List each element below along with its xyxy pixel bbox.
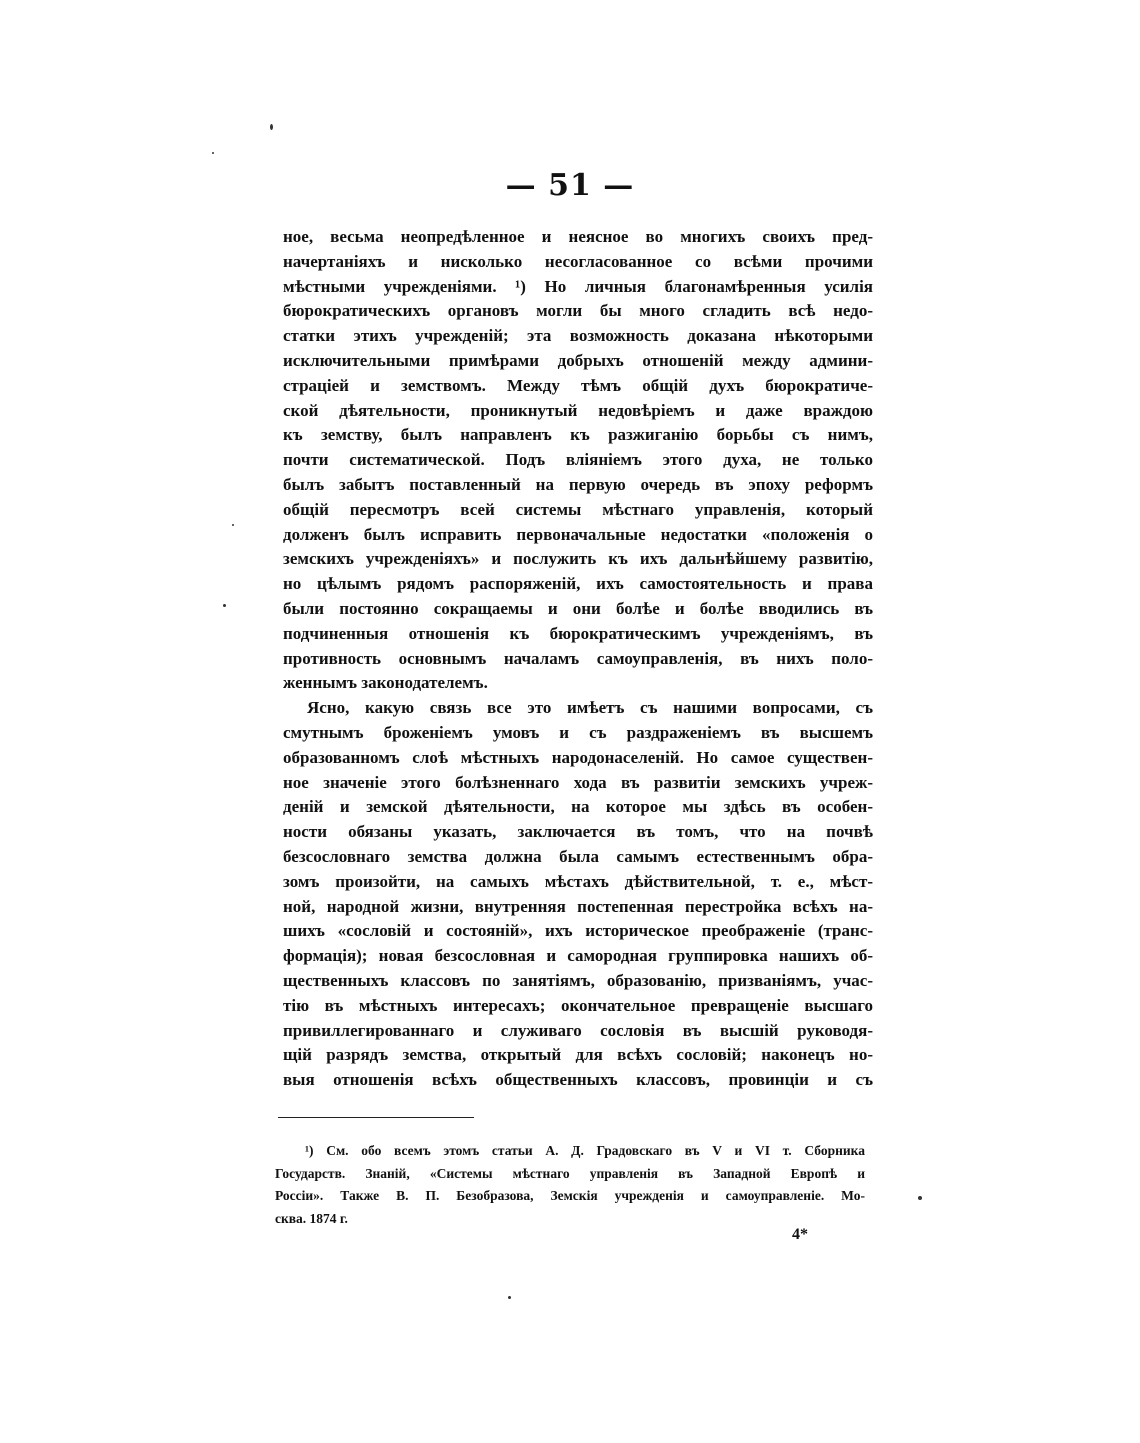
footnote-line: Россіи». Также В. П. Безобразова, Земскія учрежденія и самоуправленіе. Мо- bbox=[275, 1188, 865, 1204]
text-line: смутнымъ броженіемъ умовъ и съ раздраженіемъ въ высшемъ bbox=[283, 722, 873, 742]
scan-speck bbox=[918, 1196, 922, 1200]
text-line: привиллегированнаго и служиваго сословія въ высшій руководя- bbox=[283, 1020, 873, 1040]
text-line: безсословнаго земства должна была самымъ естественнымъ обра- bbox=[283, 846, 873, 866]
text-line: земскихъ учрежденіяхъ» и послужить къ ихъ дальнѣйшему развитію, bbox=[283, 549, 873, 569]
footnote-line: Государств. Знаній, «Системы мѣстнаго управленія въ Западной Европѣ и bbox=[275, 1165, 865, 1181]
text-line: исключительными примѣрами добрыхъ отношеній между админи- bbox=[283, 350, 873, 370]
footnote bbox=[275, 1140, 865, 1230]
text-line: противность основнымъ началамъ самоуправленія, въ нихъ поло- bbox=[283, 648, 873, 668]
text-line: тію въ мѣстныхъ интересахъ; окончательное превращеніе высшаго bbox=[283, 995, 873, 1015]
text-line: щественныхъ классовъ по занятіямъ, образованію, призваніямъ, учас- bbox=[283, 970, 873, 990]
footnote-line: ¹) См. обо всемъ этомъ статьи А. Д. Градовскаго въ V и VI т. Сборника bbox=[305, 1143, 865, 1158]
text-line: образованномъ слоѣ мѣстныхъ народонаселеній. Но самое существен- bbox=[283, 747, 873, 767]
text-line: щій разрядъ земства, открытый для всѣхъ сословій; наконецъ но- bbox=[283, 1045, 873, 1065]
text-line: ной, народной жизни, внутренняя постепенная перестройка всѣхъ на- bbox=[283, 896, 873, 916]
text-line: зомъ произойти, на самыхъ мѣстахъ дѣйствительной, т. е., мѣст- bbox=[283, 871, 873, 891]
text-line: подчиненныя отношенія къ бюрократическимъ учрежденіямъ, въ bbox=[283, 623, 873, 643]
main-text bbox=[283, 225, 873, 1093]
scan-speck bbox=[223, 604, 226, 607]
text-line: женнымъ законодателемъ. bbox=[283, 673, 488, 693]
footnote-line: сква. 1874 г. bbox=[275, 1210, 348, 1226]
footnote-divider bbox=[278, 1117, 474, 1118]
text-line: деній и земской дѣятельности, на которое мы здѣсь въ особен- bbox=[283, 797, 873, 817]
scan-speck bbox=[212, 152, 214, 154]
text-line: статки этихъ учрежденій; эта возможность доказана нѣкоторыми bbox=[283, 326, 873, 346]
scan-speck bbox=[270, 124, 273, 130]
text-line: былъ забытъ поставленный на первую очередь въ эпоху реформъ bbox=[283, 474, 873, 494]
text-line: начертаніяхъ и нисколько несогласованное со всѣми прочими bbox=[283, 251, 873, 271]
text-line: ное значеніе этого болѣзненнаго хода въ развитіи земскихъ учреж- bbox=[283, 772, 873, 792]
signature-mark: 4* bbox=[792, 1226, 808, 1243]
text-line: къ земству, былъ направленъ къ разжиганію борьбы съ нимъ, bbox=[283, 425, 873, 445]
text-line: бюрократическихъ органовъ могли бы много сгладить всѣ недо- bbox=[283, 301, 873, 321]
text-line: ное, весьма неопредѣленное и неясное во многихъ своихъ пред- bbox=[283, 227, 873, 246]
text-line: но цѣлымъ рядомъ распоряженій, ихъ самостоятельность и права bbox=[283, 574, 873, 594]
text-line: долженъ былъ исправить первоначальные недостатки «положенія о bbox=[283, 524, 873, 544]
text-line: были постоянно сокращаемы и они болѣе и болѣе вводились въ bbox=[283, 598, 873, 618]
text-line: почти систематической. Подъ вліяніемъ этого духа, не только bbox=[283, 450, 873, 470]
text-line: ской дѣятельности, проникнутый недовѣріемъ и даже враждою bbox=[283, 400, 873, 420]
text-line: шихъ «сословій и состояній», ихъ историческое преображеніе (транс- bbox=[283, 921, 873, 941]
paragraph-start-line: Ясно, какую связь все это имѣетъ съ нашими вопросами, съ bbox=[307, 698, 873, 718]
page-number: — 51 — bbox=[505, 168, 635, 203]
text-line: страціей и земствомъ. Между тѣмъ общій духъ бюрократиче- bbox=[283, 375, 873, 395]
scan-speck bbox=[232, 524, 234, 526]
text-line: формація); новая безсословная и самородная группировка нашихъ об- bbox=[283, 946, 873, 966]
text-line: ности обязаны указать, заключается въ томъ, что на почвѣ bbox=[283, 822, 873, 842]
text-line: общій пересмотръ всей системы мѣстнаго управленія, который bbox=[283, 499, 873, 519]
text-line: мѣстными учрежденіями. ¹) Но личныя благонамѣренныя усилія bbox=[283, 276, 873, 296]
text-line: выя отношенія всѣхъ общественныхъ классовъ, провинціи и съ bbox=[283, 1070, 873, 1090]
scan-speck bbox=[508, 1296, 511, 1299]
